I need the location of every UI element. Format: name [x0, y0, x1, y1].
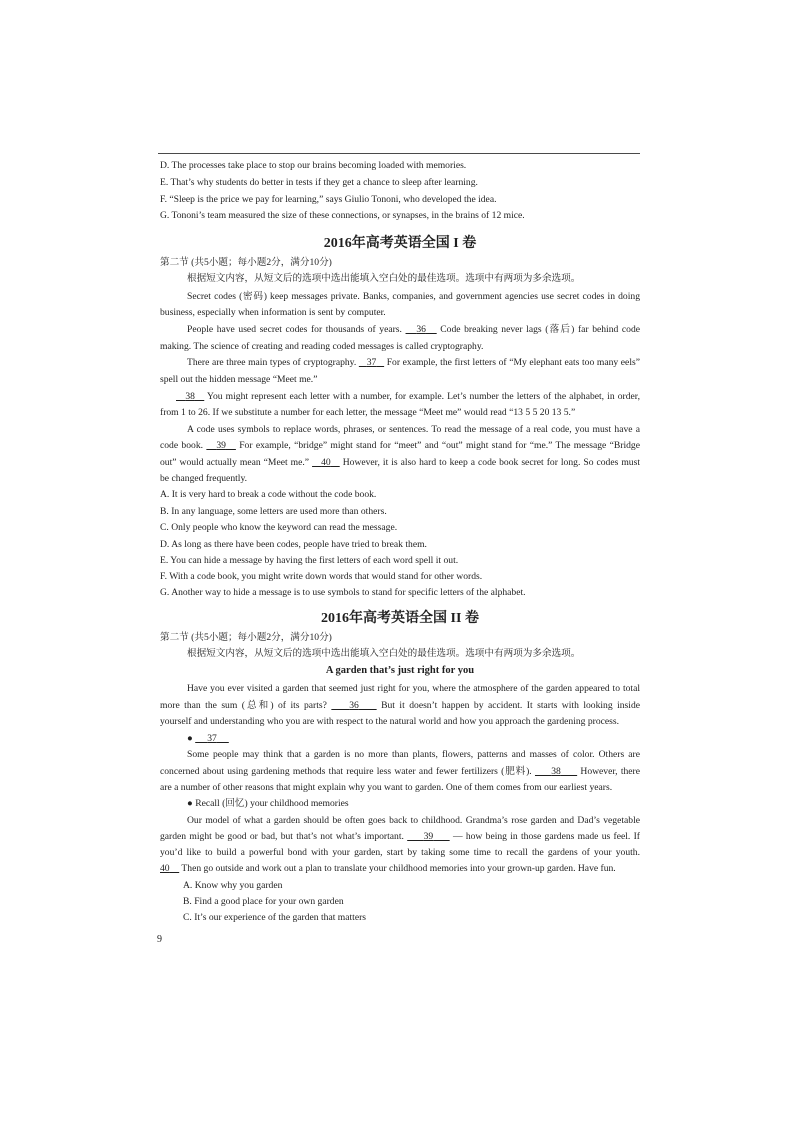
- text-span: There are three main types of cryptography.: [187, 357, 357, 368]
- blank-number: 37: [207, 733, 217, 744]
- sec2-option-c: C. It’s our experience of the garden that matters: [183, 912, 367, 923]
- sec1-option-b: B. In any language, some letters are used more than others.: [160, 506, 387, 517]
- blank-38: [535, 766, 577, 777]
- blank-number: 38: [551, 766, 561, 777]
- sec2-p1-line1: Have you ever visited a garden that seemed just right for you, where the atmosphere of the garden appeared to total: [187, 683, 640, 694]
- sec1-p5-line3: [160, 457, 640, 469]
- sec2-option-b: B. Find a good place for your own garden: [183, 896, 344, 907]
- sec1-option-d: D. As long as there have been codes, people have tried to break them.: [160, 539, 427, 550]
- sec1-p2-line2: making. The science of creating and reading coded messages is called cryptography.: [160, 341, 484, 352]
- blank-number: 39: [216, 440, 226, 451]
- sec1-p1-line2: business, especially when information is sent by computer.: [160, 307, 386, 318]
- sec2-p2-line1: Some people may think that a garden is no more than plants, flowers, patterns and masses of color. Others are: [187, 749, 640, 760]
- blank-39: [206, 440, 236, 451]
- sec1-p3-line1: [187, 357, 640, 369]
- text-span: — how being in those gardens made us feel. If: [452, 831, 640, 842]
- blank-36: [331, 700, 376, 711]
- sec2-p2-line3: are a number of other reasons that might explain why you want to garden. One of them comes from our earliest years.: [160, 782, 613, 793]
- sec1-option-f: F. With a code book, you might write down words that would stand for other words.: [160, 571, 483, 582]
- blank-number: 36: [416, 324, 426, 335]
- section1-title: 2016年高考英语全国 I 卷: [323, 236, 477, 251]
- sec1-option-e: E. You can hide a message by having the first letters of each word spell it out.: [160, 555, 459, 566]
- sec2-p1-line2: [160, 700, 640, 712]
- blank-number: 39: [423, 831, 434, 842]
- sec2-p1-line3: yourself and understanding who you are with respect to the natural world and how you approach the gardening process.: [160, 716, 620, 727]
- blank-number: 40: [160, 863, 170, 874]
- sec1-option-a: A. It is very hard to break a code without the code book.: [160, 489, 377, 500]
- top-option-d: D. The processes take place to stop our brains becoming loaded with memories.: [160, 160, 467, 171]
- sec1-option-g: G. Another way to hide a message is to use symbols to stand for specific letters of the alphabet.: [160, 587, 526, 598]
- blank-40: [160, 863, 179, 874]
- top-option-e: E. That’s why students do better in tests if they get a chance to sleep after learning.: [160, 177, 478, 188]
- sec2-p3-line4: [160, 863, 640, 875]
- blank-number: 40: [321, 457, 331, 468]
- text-span: code book.: [160, 440, 204, 451]
- blank-number: 37: [366, 357, 377, 368]
- sec1-p5-line2: [160, 440, 640, 452]
- text-span: For example, “bridge” might stand for “meet” and “out” might stand for “me.” The message “Bridge: [239, 440, 640, 451]
- text-span: Code breaking never lags (落后) far behind code: [440, 324, 641, 335]
- sec2-p3-line1: Our model of what a garden should be often goes back to childhood. Grandma’s rose garden and Dad’s vegetable: [187, 815, 640, 826]
- sec1-p5-line1: A code uses symbols to replace words, phrases, or sentences. To read the message of a real code, you must have a: [187, 424, 640, 435]
- top-option-f: F. “Sleep is the price we pay for learning,” says Giulio Tononi, who developed the idea.: [160, 194, 497, 205]
- blank-number: 36: [349, 700, 359, 711]
- text-span: garden might be good or bad, but that’s not what’s important.: [160, 831, 404, 842]
- sec1-p4-line2: from 1 to 26. If we substitute a number for each letter, the message “Meet me” would read “13 5 5 20 13 5.”: [160, 407, 576, 418]
- sec2-p3-line3: you’d like to build a powerful bond with your garden, start by taking some time to recall the gardens of your youth.: [160, 847, 640, 858]
- sec2-p3-line2: [160, 831, 640, 843]
- sec2-option-a: A. Know why you garden: [183, 880, 283, 891]
- sec1-p3-line2: spell out the hidden message “Meet me.”: [160, 374, 318, 385]
- section2-title: 2016年高考英语全国 II 卷: [321, 611, 479, 626]
- text-span: Then go outside and work out a plan to translate your childhood memories into your grown-up garden. Have fun.: [181, 863, 616, 874]
- text-span: out” would actually mean “Meet me.”: [160, 457, 310, 468]
- text-span: However, there: [580, 766, 640, 777]
- sec1-p2-line1: [187, 324, 640, 336]
- sec2-heading-recall: ● Recall (回忆) your childhood memories: [187, 798, 349, 809]
- top-option-g: G. Tononi’s team measured the size of these connections, or synapses, in the brains of 12 mice.: [160, 210, 525, 221]
- bullet-icon: ●: [187, 733, 193, 744]
- section1-instruction: 根据短文内容，从短文后的选项中选出能填入空白处的最佳选项。选项中有两项为多余选项。: [187, 273, 581, 284]
- page-number: 9: [157, 934, 162, 945]
- sec1-p1-line1: Secret codes (密码) keep messages private. Banks, companies, and government agencies use secret codes in doing: [187, 291, 640, 302]
- blank-number: 38: [185, 391, 195, 402]
- sec1-p5-line4: be changed frequently.: [160, 473, 248, 484]
- blank-39: [407, 831, 449, 842]
- sec1-option-c: C. Only people who know the keyword can read the message.: [160, 522, 398, 533]
- blank-38: [176, 391, 204, 402]
- text-span: concerned about using gardening methods that require less water and fewer fertilizers (肥料).: [160, 766, 532, 777]
- blank-36: [406, 324, 437, 335]
- text-span: People have used secret codes for thousands of years.: [187, 324, 402, 335]
- blank-37: [359, 357, 384, 368]
- section1-label: 第二节 (共5小题；每小题2分，满分10分): [160, 257, 332, 268]
- text-span: For example, the first letters of “My elephant eats too many eels”: [386, 357, 640, 368]
- section2-label: 第二节 (共5小题；每小题2分，满分10分): [160, 632, 332, 643]
- section2-instruction: 根据短文内容，从短文后的选项中选出能填入空白处的最佳选项。选项中有两项为多余选项。: [187, 648, 581, 659]
- blank-40: [312, 457, 340, 468]
- sec1-p4-line1: [176, 391, 640, 403]
- blank-37: [195, 733, 229, 744]
- sec2-p2-line2: [160, 766, 640, 778]
- sec2-heading-blank-37: [187, 733, 640, 745]
- text-span: But it doesn’t happen by accident. It starts with looking inside: [381, 700, 641, 711]
- top-divider: [158, 153, 640, 154]
- text-span: You might represent each letter with a number, for example. Let’s number the letters of the alphabet, in order,: [207, 391, 641, 402]
- text-span: However, it is also hard to keep a code book secret for long. So codes must: [342, 457, 641, 468]
- passage-subtitle: A garden that’s just right for you: [325, 665, 475, 676]
- text-span: more than the sum (总和) of its parts?: [160, 700, 327, 711]
